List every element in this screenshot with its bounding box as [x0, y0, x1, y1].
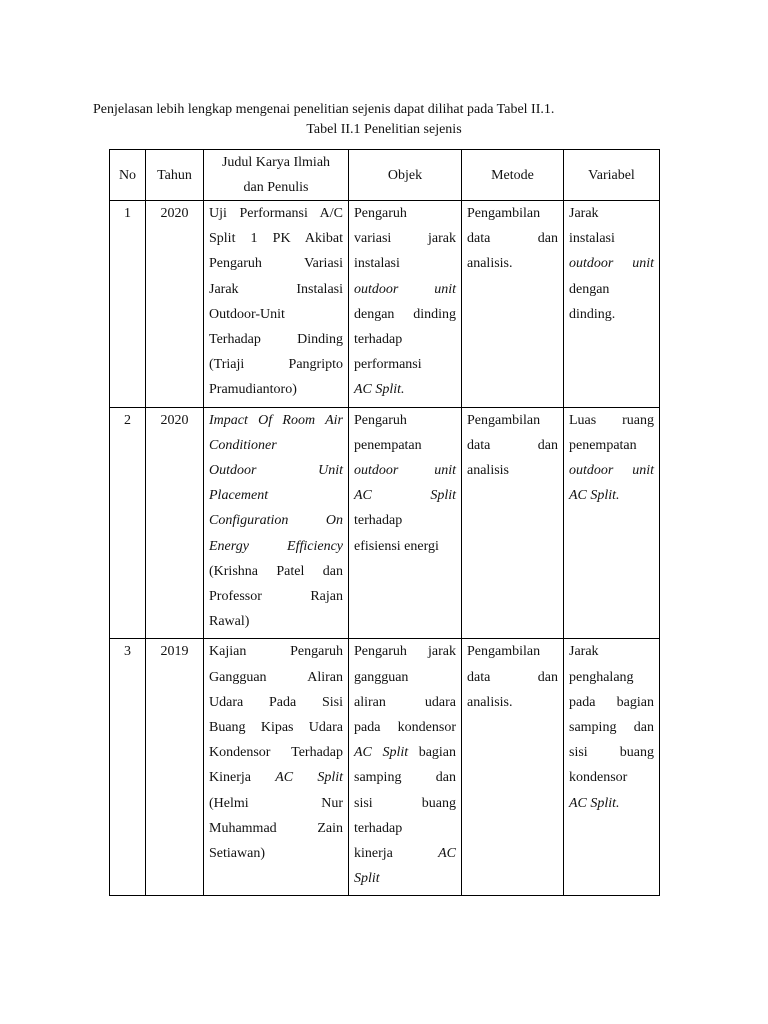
objek-line: Pengaruh: [354, 412, 407, 428]
header-judul-line1: Judul Karya Ilmiah: [221, 155, 331, 170]
objek-line: terhadap: [354, 820, 403, 836]
judul-line: Pramudiantoro): [209, 382, 297, 398]
judul-line: Split 1 PK Akibat: [209, 231, 343, 247]
header-judul-line2: dan Penulis: [243, 180, 309, 195]
row-metode: [462, 639, 564, 896]
judul-line: Uji Performansi A/C: [209, 206, 343, 221]
header-no: No: [110, 150, 146, 201]
judul-line: Muhammad Zain: [209, 820, 343, 836]
variabel-line: outdoor unit: [569, 463, 654, 479]
variabel-line: instalasi: [569, 231, 615, 247]
row-metode: [462, 201, 564, 408]
judul-line: Configuration On: [209, 513, 343, 529]
variabel-line: penghalang: [569, 669, 634, 685]
metode-line: Pengambilan: [467, 644, 541, 660]
header-variabel: Variabel: [564, 150, 660, 201]
objek-line: gangguan: [354, 669, 409, 685]
objek-text: kinerja: [354, 846, 393, 862]
metode-line: Pengambilan: [467, 206, 541, 221]
row-judul: [204, 407, 349, 639]
variabel-line: AC Split.: [569, 488, 620, 504]
objek-line: outdoor unit: [354, 463, 456, 479]
objek-line: efisiensi energi: [354, 538, 439, 554]
table-row: [110, 201, 660, 408]
judul-line: Pengaruh Variasi: [209, 256, 343, 272]
variabel-line: outdoor unit: [569, 256, 654, 272]
variabel-line: dinding.: [569, 306, 616, 322]
judul-line: Udara Pada Sisi: [209, 694, 343, 710]
objek-line: performansi: [354, 357, 422, 373]
objek-line: AC Split.: [354, 382, 405, 398]
header-metode: Metode: [462, 150, 564, 201]
objek-line: penempatan: [354, 437, 422, 453]
row-variabel: [564, 639, 660, 896]
row-tahun: 2020: [146, 407, 204, 639]
row-tahun: 2019: [146, 639, 204, 896]
judul-line: Outdoor Unit: [209, 463, 343, 479]
row-no: 3: [110, 639, 146, 896]
objek-line: samping dan: [354, 770, 456, 786]
header-objek: Objek: [349, 150, 462, 201]
metode-line: data dan: [467, 231, 558, 247]
judul-line: Terhadap Dinding: [209, 332, 343, 348]
judul-line: Placement: [209, 488, 269, 504]
objek-line: terhadap: [354, 332, 403, 348]
variabel-line: sisi buang: [569, 745, 654, 761]
judul-text: Kinerja: [209, 770, 251, 786]
variabel-line: AC Split.: [569, 795, 620, 811]
row-variabel: [564, 201, 660, 408]
judul-line: Setiawan): [209, 846, 265, 862]
metode-line: data dan: [467, 437, 558, 453]
judul-line: (Helmi Nur: [209, 795, 343, 811]
row-judul: [204, 201, 349, 408]
table-row: [110, 407, 660, 639]
variabel-line: Luas ruang: [569, 412, 654, 428]
metode-line: analisis.: [467, 694, 513, 710]
objek-line: dengan dinding: [354, 306, 456, 322]
table-caption: Tabel II.1 Penelitian sejenis: [306, 122, 462, 137]
row-objek: [349, 639, 462, 896]
intro-paragraph: Penjelasan lebih lengkap mengenai penelitian sejenis dapat dilihat pada Tabel II.1.: [93, 102, 555, 117]
objek-line: Pengaruh: [354, 206, 407, 221]
variabel-line: Jarak: [569, 644, 599, 660]
row-judul: [204, 639, 349, 896]
judul-line: Kondensor Terhadap: [209, 745, 343, 761]
objek-line: outdoor unit: [354, 281, 456, 297]
judul-line: Rawal): [209, 614, 250, 630]
judul-line: [209, 765, 343, 790]
objek-line: AC Split: [354, 488, 456, 504]
header-judul: [204, 150, 349, 201]
variabel-line: samping dan: [569, 720, 654, 736]
judul-line: Conditioner: [209, 437, 277, 453]
table-row: [110, 639, 660, 896]
metode-line: Pengambilan: [467, 412, 541, 428]
objek-line: instalasi: [354, 256, 400, 272]
judul-line: Kajian Pengaruh: [209, 644, 343, 660]
row-objek: [349, 201, 462, 408]
variabel-line: Jarak: [569, 206, 599, 221]
row-objek: [349, 407, 462, 639]
judul-line: (Krishna Patel dan: [209, 563, 343, 579]
objek-line: Split: [354, 871, 380, 887]
judul-line: Gangguan Aliran: [209, 669, 343, 685]
metode-line: analisis.: [467, 256, 513, 272]
judul-line: (Triaji Pangripto: [209, 357, 343, 373]
row-no: 1: [110, 201, 146, 408]
objek-line: sisi buang: [354, 795, 456, 811]
objek-text-italic: AC Split: [354, 745, 409, 761]
judul-line: Impact Of Room Air: [209, 412, 343, 428]
metode-line: data dan: [467, 669, 558, 685]
judul-line: Energy Efficiency: [209, 538, 343, 554]
metode-line: analisis: [467, 463, 509, 479]
variabel-line: dengan: [569, 281, 610, 297]
row-no: 2: [110, 407, 146, 639]
row-tahun: 2020: [146, 201, 204, 408]
objek-line: variasi jarak: [354, 231, 456, 247]
judul-line: Outdoor-Unit: [209, 306, 285, 322]
judul-line: Professor Rajan: [209, 589, 343, 605]
row-metode: [462, 407, 564, 639]
variabel-line: penempatan: [569, 437, 637, 453]
variabel-line: pada bagian: [569, 694, 654, 710]
judul-line: Jarak Instalasi: [209, 281, 343, 297]
objek-line: Pengaruh jarak: [354, 644, 456, 660]
judul-line: Buang Kipas Udara: [209, 720, 343, 736]
research-table: [109, 149, 660, 896]
objek-text: bagian: [418, 745, 457, 761]
table-header-row: [110, 150, 660, 201]
objek-line: aliran udara: [354, 694, 456, 710]
objek-line: [354, 841, 456, 866]
objek-line: [354, 740, 456, 765]
variabel-line: kondensor: [569, 770, 628, 786]
row-variabel: [564, 407, 660, 639]
objek-line: terhadap: [354, 513, 403, 529]
judul-text-italic: AC Split: [275, 770, 344, 786]
objek-text-italic: AC: [438, 846, 456, 862]
objek-line: pada kondensor: [354, 720, 456, 736]
header-tahun: Tahun: [146, 150, 204, 201]
